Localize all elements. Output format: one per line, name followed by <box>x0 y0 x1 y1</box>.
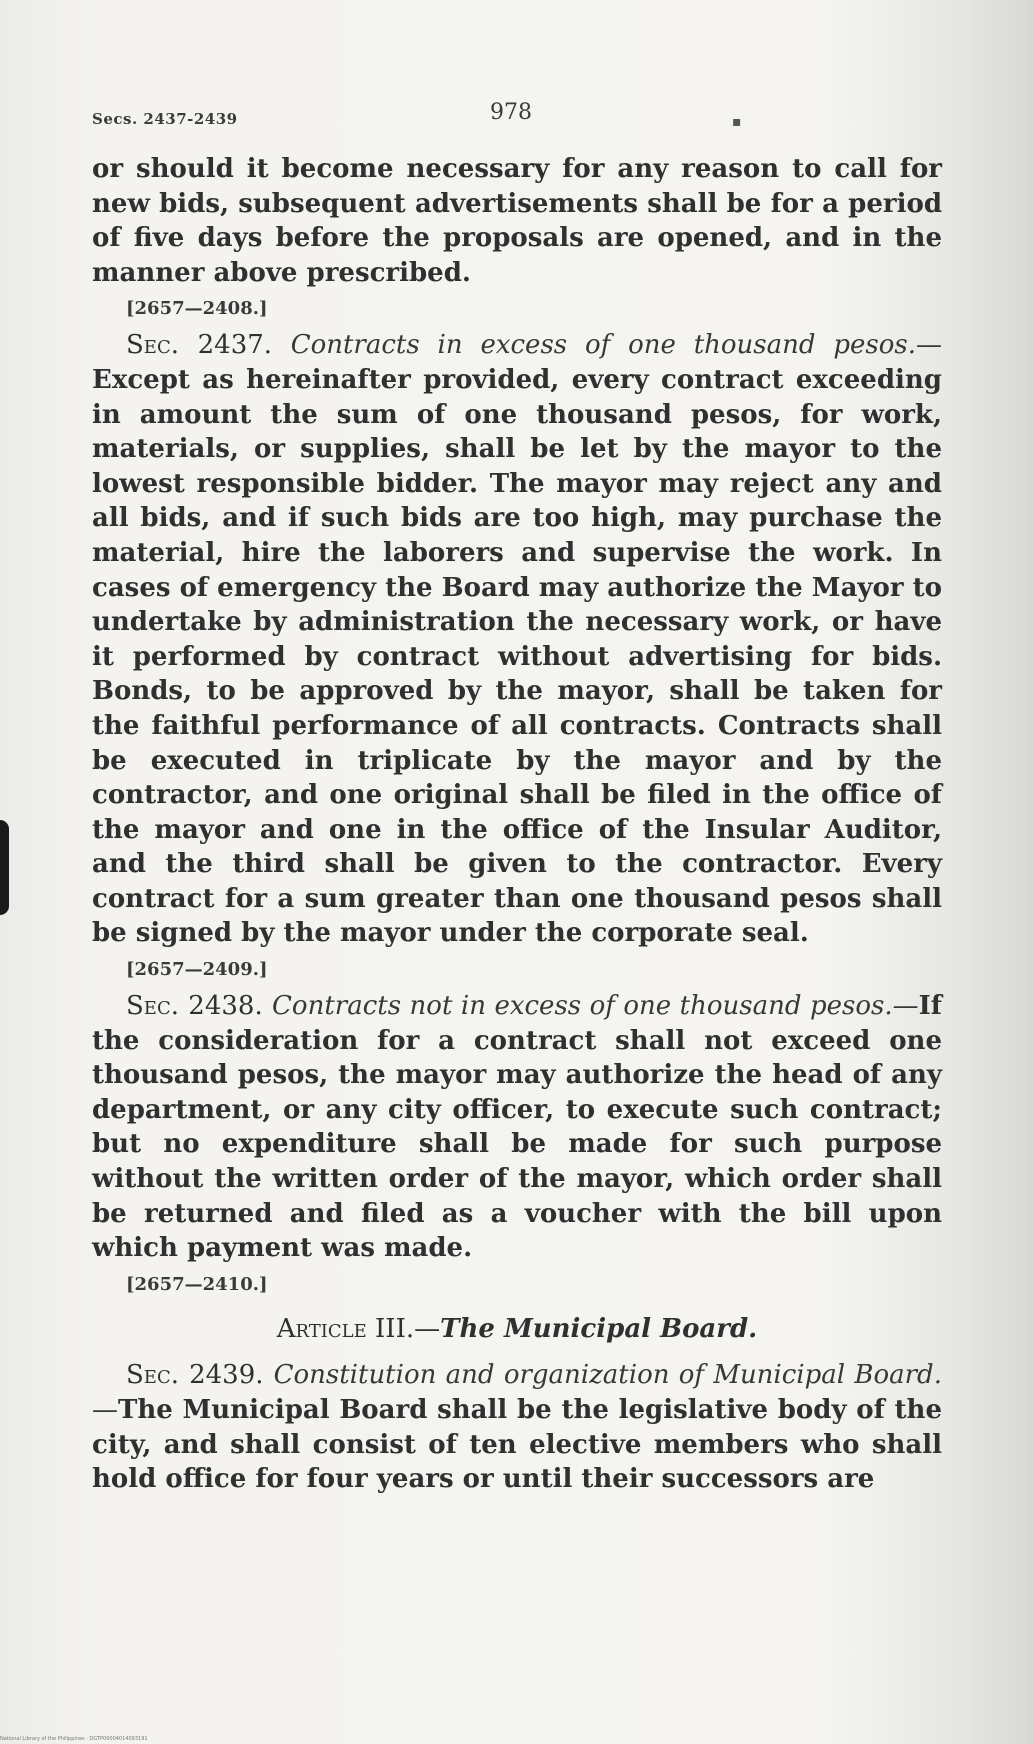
page-number: 978 <box>490 100 532 125</box>
article-label: Article III.— <box>276 1313 441 1344</box>
dot-mark: ▪ <box>732 114 742 130</box>
section-2438 <box>92 989 942 1266</box>
continued-paragraph: or should it become necessary for any reason to call for new bids, subsequent advertisements shall be for a period of five days before the proposals are opened, and in the manner above prescribed. <box>92 154 942 288</box>
section-2437 <box>92 328 942 951</box>
sections-range: Secs. 2437-2439 <box>92 110 238 128</box>
section-label: Sec. <box>126 330 179 361</box>
section-label: Sec. <box>126 1360 179 1391</box>
section-label: Sec. <box>126 991 179 1022</box>
article-title: The Municipal Board. <box>440 1313 758 1344</box>
section-body: If the consideration for a contract shall not exceed one thousand pesos, the mayor may authorize the head of any department, or any city officer, to execute such contract; but no expenditure shall be made for such purpose without the written order of the mayor, which order shall be returned and filed as a voucher with the bill upon which payment was made. <box>92 991 942 1264</box>
source-reference: [2657—2410.] <box>126 1273 268 1295</box>
section-body: The Municipal Board shall be the legislative body of the city, and shall consist of ten elective members who shall hold office for four years or until their successors are <box>92 1395 942 1495</box>
section-title: Constitution and organization of Municipal Board.— <box>92 1360 942 1425</box>
scan-footer: National Library of the Philippines · DGTP00004014093191 <box>0 1736 148 1742</box>
margin-ink-mark <box>0 820 9 915</box>
section-2439 <box>92 1358 942 1496</box>
body-text <box>92 152 942 1497</box>
page-header <box>92 100 943 134</box>
section-number: 2439. <box>189 1360 264 1391</box>
source-reference: [2657—2408.] <box>126 298 268 320</box>
source-reference: [2657—2409.] <box>126 959 268 981</box>
section-number: 2437. <box>197 330 273 361</box>
section-number: 2438. <box>188 991 263 1022</box>
section-body: Except as hereinafter provided, every contract exceeding in amount the sum of one thousand pesos, for work, materials, or supplies, shall be let by the mayor to the lowest responsible bidder. The mayor may reject any and all bids, and if such bids are too high, may purchase the material, hire the laborers and supervise the work. In cases of emergency the Board may authorize the Mayor to undertake by administration the necessary work, or have it performed by contract without advertising for bids. Bonds, to be approved by the mayor, shall be taken for the faithful performance of all contracts. Contracts shall be executed in triplicate by the mayor and by the contractor, and one original shall be filed in the office of the mayor and one in the office of the Insular Auditor, and the third shall be given to the contractor. Every contract for a sum greater than one thousand pesos shall be signed by the mayor under the corporate seal. <box>92 364 942 949</box>
section-title: Contracts not in excess of one thousand pesos.— <box>272 991 919 1022</box>
section-title: Contracts in excess of one thousand pesos.— <box>290 330 942 361</box>
article-heading <box>92 1312 942 1347</box>
